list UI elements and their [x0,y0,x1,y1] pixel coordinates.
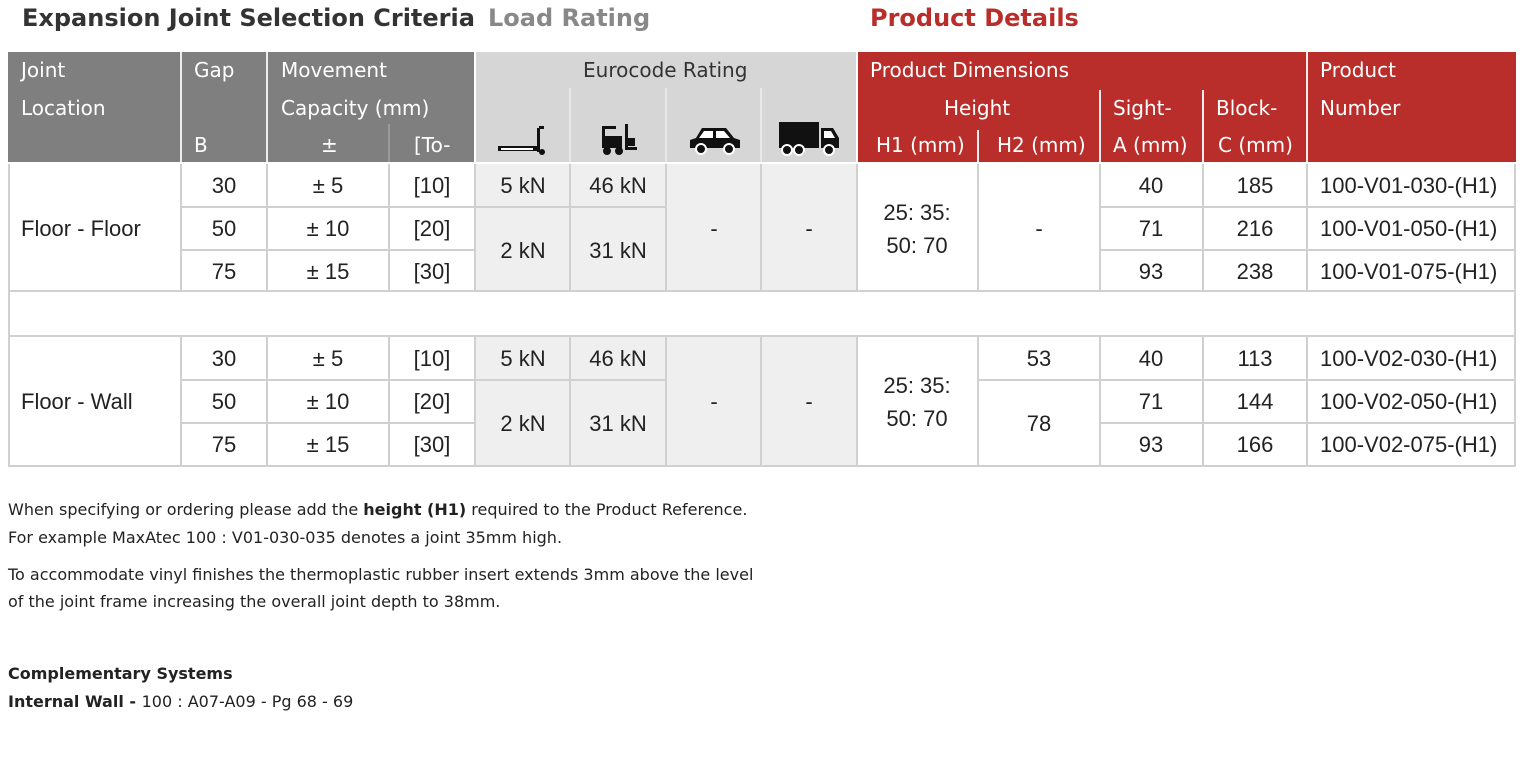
header-movement: Movement [281,58,387,82]
sight-cell: 93 [1138,259,1164,284]
product-number-cell: 100-V01-050-(H1) [1320,216,1498,241]
product-number-cell: 100-V02-075-(H1) [1320,432,1498,457]
sight-cell: 71 [1138,216,1164,241]
header-to: [To- [414,133,451,157]
note-vinyl-2: of the joint frame increasing the overall joint depth to 38mm. [8,592,501,611]
note-example: For example MaxAtec 100 : V01-030-035 denotes a joint 35mm high. [8,528,563,547]
h1-line: 50: 70 [886,406,948,431]
load-pallet-top: 5 kN [500,173,546,198]
header-gap: Gap [194,58,235,82]
sight-cell: 93 [1138,432,1164,457]
header-number: Number [1320,96,1401,120]
header-joint: Joint [21,58,66,82]
internal-wall-reference: Internal Wall - 100 : A07-A09 - Pg 68 - 69 [8,692,354,711]
gap-cell: 50 [211,216,237,241]
header-plusminus: ± [321,133,338,157]
header-gap-b: B [194,133,208,157]
note-vinyl-1: To accommodate vinyl finishes the thermoplastic rubber insert extends 3mm above the level [8,565,754,584]
h1-line: 25: 35: [883,373,951,398]
location-floor-floor: Floor - Floor [21,216,141,241]
load-forklift-bottom: 31 kN [589,238,647,263]
header-block: Block- [1216,96,1278,120]
to-cell: [10] [413,173,451,198]
section-title-product: Product Details [870,4,1079,32]
car-icon [688,124,742,156]
to-cell: [30] [413,259,451,284]
load-car: - [710,216,718,241]
to-cell: [30] [413,432,451,457]
header-h2: H2 (mm) [997,133,1086,157]
header-height: Height [944,96,1011,120]
movement-cell: ± 10 [306,389,350,414]
load-lorry: - [805,389,813,414]
h1-line: 50: 70 [886,233,948,258]
location-floor-wall: Floor - Wall [21,389,133,414]
load-forklift-top: 46 kN [589,173,647,198]
header-sight-a: A (mm) [1113,133,1188,157]
to-cell: [20] [413,389,451,414]
forklift-icon [599,122,639,156]
lorry-icon [777,120,841,158]
gap-cell: 50 [211,389,237,414]
complementary-title: Complementary Systems [8,664,233,683]
gap-cell: 75 [211,432,237,457]
product-number-cell: 100-V02-050-(H1) [1320,389,1498,414]
load-car: - [710,389,718,414]
header-product-dimensions: Product Dimensions [870,58,1070,82]
block-cell: 216 [1236,216,1274,241]
h2-cell: 53 [1026,346,1052,371]
gap-cell: 75 [211,259,237,284]
gap-cell: 30 [211,173,237,198]
header-h1: H1 (mm) [876,133,965,157]
block-cell: 185 [1236,173,1274,198]
header-sight: Sight- [1113,96,1172,120]
header-capacity: Capacity (mm) [281,96,430,120]
sight-cell: 40 [1138,346,1164,371]
header-block-c: C (mm) [1218,133,1293,157]
header-product: Product [1320,58,1396,82]
block-cell: 144 [1236,389,1274,414]
note-specifying: When specifying or ordering please add the height (H1) required to the Product Reference. [8,500,748,519]
product-number-cell: 100-V01-075-(H1) [1320,259,1498,284]
gap-cell: 30 [211,346,237,371]
h2-cell: - [1035,216,1043,241]
h2-cell: 78 [1026,411,1052,436]
movement-cell: ± 10 [306,216,350,241]
pallet-truck-icon [497,124,549,156]
movement-cell: ± 5 [312,346,344,371]
header-eurocode: Eurocode Rating [583,58,748,82]
section-title-load: Load Rating [488,4,651,32]
header-location: Location [21,96,106,120]
product-number-cell: 100-V02-030-(H1) [1320,346,1498,371]
sight-cell: 40 [1138,173,1164,198]
block-cell: 166 [1236,432,1274,457]
h1-line: 25: 35: [883,200,951,225]
load-forklift-top: 46 kN [589,346,647,371]
block-cell: 238 [1236,259,1274,284]
load-lorry: - [805,216,813,241]
movement-cell: ± 5 [312,173,344,198]
load-pallet-bottom: 2 kN [500,411,546,436]
movement-cell: ± 15 [306,259,350,284]
load-forklift-bottom: 31 kN [589,411,647,436]
to-cell: [10] [413,346,451,371]
product-number-cell: 100-V01-030-(H1) [1320,173,1498,198]
load-pallet-bottom: 2 kN [500,238,546,263]
block-cell: 113 [1237,346,1273,371]
to-cell: [20] [413,216,451,241]
section-title-selection: Expansion Joint Selection Criteria [22,4,475,32]
load-pallet-top: 5 kN [500,346,546,371]
movement-cell: ± 15 [306,432,350,457]
sight-cell: 71 [1138,389,1164,414]
